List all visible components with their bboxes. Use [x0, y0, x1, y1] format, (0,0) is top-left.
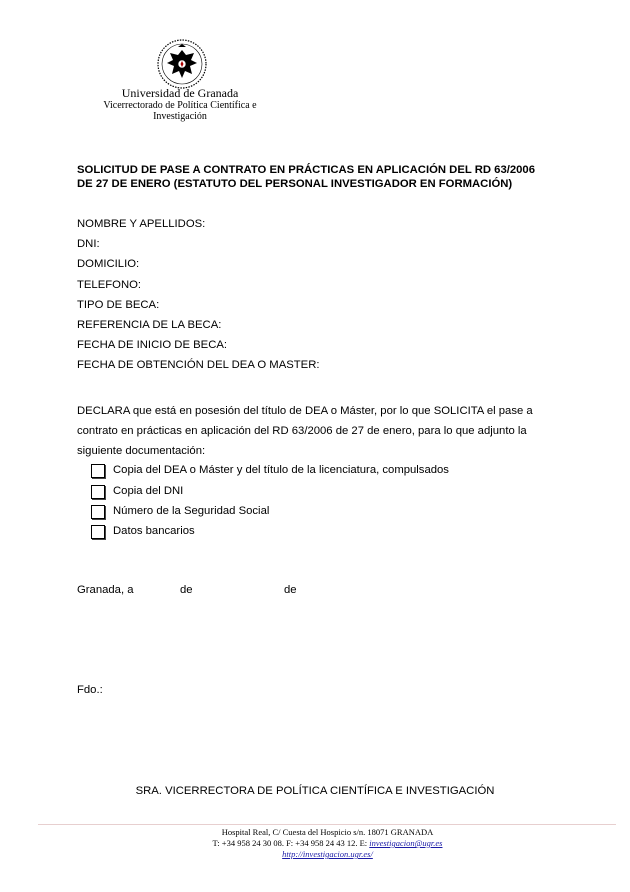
footer-phone-fax: T: +34 958 24 30 08. F: +34 958 24 43 12. E: [212, 838, 370, 848]
field-dni[interactable]: DNI: [77, 238, 100, 251]
document-title [77, 163, 572, 191]
department-name-line2: Investigación [153, 111, 207, 122]
signature-label: Fdo.: [77, 684, 103, 696]
list-item [91, 501, 449, 521]
footer-address: Hospital Real, C/ Cuesta del Hospicio s/n. 18071 GRANADA [221, 827, 434, 837]
checkbox-label: Copia del DNI [113, 484, 184, 497]
university-name: Universidad de Granada [121, 86, 239, 100]
list-item [91, 480, 449, 500]
field-fecha-obtencion-dea[interactable]: FECHA DE OBTENCIÓN DEL DEA O MASTER: [77, 359, 320, 372]
checkbox-label: Número de la Seguridad Social [113, 504, 270, 517]
date-place-label: Granada, a [77, 584, 134, 596]
checkbox-label: Copia del DEA o Máster y del título de la licenciatura, compulsados [113, 464, 449, 477]
website-link[interactable]: http://investigacion.ugr.es/ [282, 849, 373, 859]
title-line-2: DE 27 DE ENERO (ESTATUTO DEL PERSONAL INVESTIGADOR EN FORMACIÓN) [77, 178, 513, 190]
footer-website [0, 849, 630, 860]
university-crest-icon [156, 38, 208, 90]
email-link[interactable]: investigacion@ugr.es [369, 838, 443, 848]
field-fecha-inicio-beca[interactable]: FECHA DE INICIO DE BECA: [77, 339, 228, 352]
declaration-line-2: contrato en prácticas en aplicación del RD 63/2006 de 27 de enero, para lo que adjunto la [77, 425, 527, 438]
checkbox-datos-bancarios[interactable] [91, 525, 105, 539]
field-nombre-apellidos[interactable]: NOMBRE Y APELLIDOS: [77, 218, 206, 230]
field-telefono[interactable]: TELEFONO: [77, 278, 142, 291]
footer-contact [0, 838, 630, 849]
field-tipo-beca[interactable]: TIPO DE BECA: [77, 298, 160, 311]
field-referencia-beca[interactable]: REFERENCIA DE LA BECA: [77, 318, 222, 331]
date-year-label: de [284, 584, 297, 596]
title-line-1: SOLICITUD DE PASE A CONTRATO EN PRÁCTICAS EN APLICACIÓN DEL RD 63/2006 [77, 164, 536, 176]
declaration-line-3: siguiente documentación: [77, 445, 206, 458]
checkbox-label: Datos bancarios [113, 525, 195, 538]
documentation-checklist [91, 460, 449, 542]
applicant-fields [77, 214, 320, 376]
addressee: SRA. VICERRECTORA DE POLÍTICA CIENTÍFICA E INVESTIGACIÓN [135, 785, 495, 797]
department-name-line1: Vicerrectorado de Política Científica e [103, 100, 257, 111]
declaration-line-1: DECLARA que está en posesión del título de DEA o Máster, por lo que SOLICITA el pase a [77, 405, 533, 417]
list-item [91, 521, 449, 541]
declaration-text [77, 401, 557, 462]
field-domicilio[interactable]: DOMICILIO: [77, 258, 140, 271]
list-item [91, 460, 449, 480]
checkbox-copia-dea[interactable] [91, 464, 105, 478]
checkbox-copia-dni[interactable] [91, 485, 105, 499]
footer-divider [38, 824, 616, 825]
date-month-label: de [180, 584, 193, 596]
checkbox-seguridad-social[interactable] [91, 505, 105, 519]
